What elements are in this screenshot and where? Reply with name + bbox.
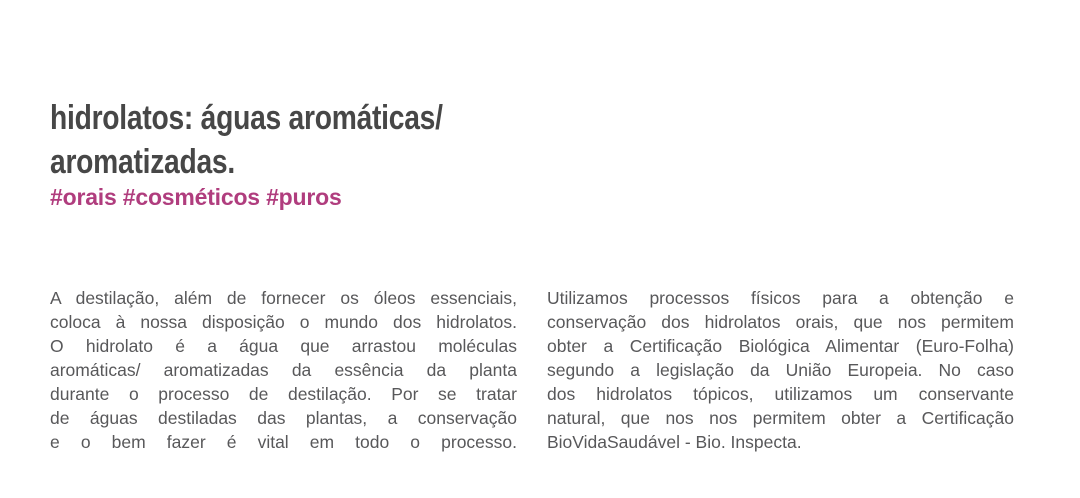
page-title-line-1: hidrolatos: águas aromáticas/ (50, 99, 443, 137)
page-title-line-2: aromatizadas. (50, 143, 235, 181)
text-line: conservação dos hidrolatos orais, que nos permitem (547, 312, 1014, 332)
text-line: obter a Certificação Biológica Alimentar (Euro-Folha) (547, 336, 1014, 356)
hashtag-line: #orais #cosméticos #puros (50, 184, 342, 210)
text-line: coloca à nossa disposição o mundo dos hidrolatos. (50, 312, 517, 332)
text-line: Utilizamos processos físicos para a obtenção e (547, 288, 1014, 308)
body-text-columns (50, 286, 1014, 454)
text-line: O hidrolato é a água que arrastou moléculas (50, 336, 517, 356)
body-column-right (547, 286, 1014, 454)
text-line: aromáticas/ aromatizadas da essência da planta (50, 360, 517, 380)
text-line: A destilação, além de fornecer os óleos essenciais, (50, 288, 517, 308)
text-line: natural, que nos nos permitem obter a Certificação (547, 408, 1014, 428)
text-line: durante o processo de destilação. Por se tratar (50, 384, 517, 404)
text-line: dos hidrolatos tópicos, utilizamos um conservante (547, 384, 1014, 404)
page-title (50, 96, 443, 184)
body-column-left (50, 286, 517, 454)
text-line: e o bem fazer é vital em todo o processo. (50, 432, 517, 452)
text-line: BioVidaSaudável - Bio. Inspecta. (547, 432, 802, 452)
text-line: de águas destiladas das plantas, a conservação (50, 408, 517, 428)
text-line: segundo a legislação da União Europeia. No caso (547, 360, 1014, 380)
